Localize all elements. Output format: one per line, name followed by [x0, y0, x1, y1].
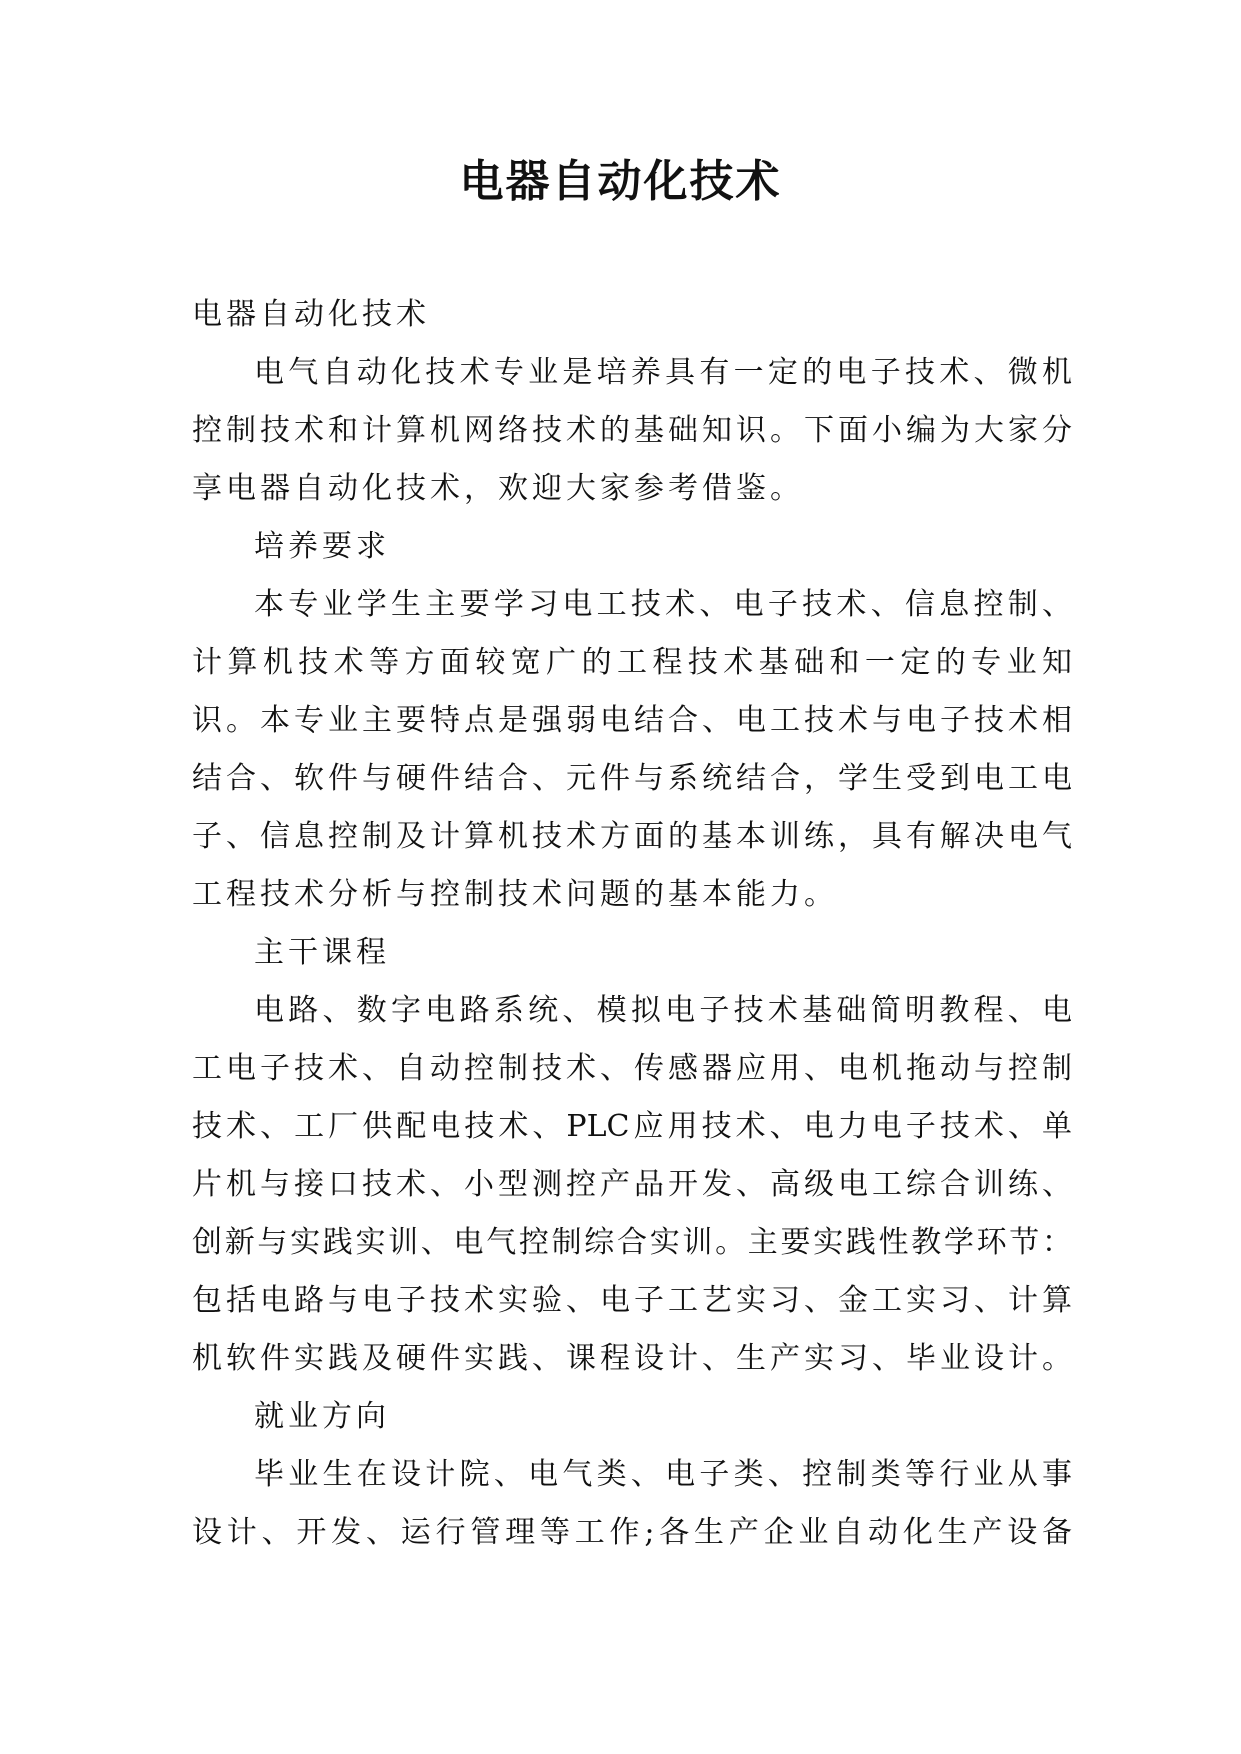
section-heading: 就业方向	[254, 1399, 390, 1434]
subtitle-line: 电器自动化技术	[192, 297, 430, 332]
paragraph-line: 电路、数字电路系统、模拟电子技术基础简明教程、电	[254, 993, 1072, 1028]
section-heading: 培养要求	[254, 529, 390, 564]
paragraph-line: 识。本专业主要特点是强弱电结合、电工技术与电子技术相	[192, 703, 1072, 738]
paragraph-line: 控制技术和计算机网络技术的基础知识。下面小编为大家分	[192, 413, 1072, 448]
paragraph-line: 技术、工厂供配电技术、PLC应用技术、电力电子技术、单	[192, 1109, 1072, 1144]
paragraph-line: 设计、开发、运行管理等工作;各生产企业自动化生产设备	[192, 1515, 1072, 1550]
paragraph-line: 本专业学生主要学习电工技术、电子技术、信息控制、	[254, 587, 1072, 622]
document-title: 电器自动化技术	[459, 156, 782, 207]
section-heading: 主干课程	[254, 935, 390, 970]
paragraph-line: 包括电路与电子技术实验、电子工艺实习、金工实习、计算	[192, 1283, 1072, 1318]
paragraph-line: 计算机技术等方面较宽广的工程技术基础和一定的专业知	[192, 645, 1072, 680]
paragraph-line: 创新与实践实训、电气控制综合实训。主要实践性教学环节：	[192, 1225, 1072, 1260]
document-body	[192, 286, 1072, 1562]
paragraph-line: 片机与接口技术、小型测控产品开发、高级电工综合训练、	[192, 1167, 1072, 1202]
paragraph-line: 毕业生在设计院、电气类、电子类、控制类等行业从事	[254, 1457, 1072, 1492]
paragraph-line: 工程技术分析与控制技术问题的基本能力。	[192, 877, 838, 912]
paragraph-line: 子、信息控制及计算机技术方面的基本训练，具有解决电气	[192, 819, 1072, 854]
paragraph-line: 结合、软件与硬件结合、元件与系统结合，学生受到电工电	[192, 761, 1072, 796]
paragraph-line: 工电子技术、自动控制技术、传感器应用、电机拖动与控制	[192, 1051, 1072, 1086]
paragraph-line: 电气自动化技术专业是培养具有一定的电子技术、微机	[254, 355, 1072, 390]
paragraph-line: 享电器自动化技术，欢迎大家参考借鉴。	[192, 471, 804, 506]
paragraph-line: 机软件实践及硬件实践、课程设计、生产实习、毕业设计。	[192, 1341, 1072, 1376]
